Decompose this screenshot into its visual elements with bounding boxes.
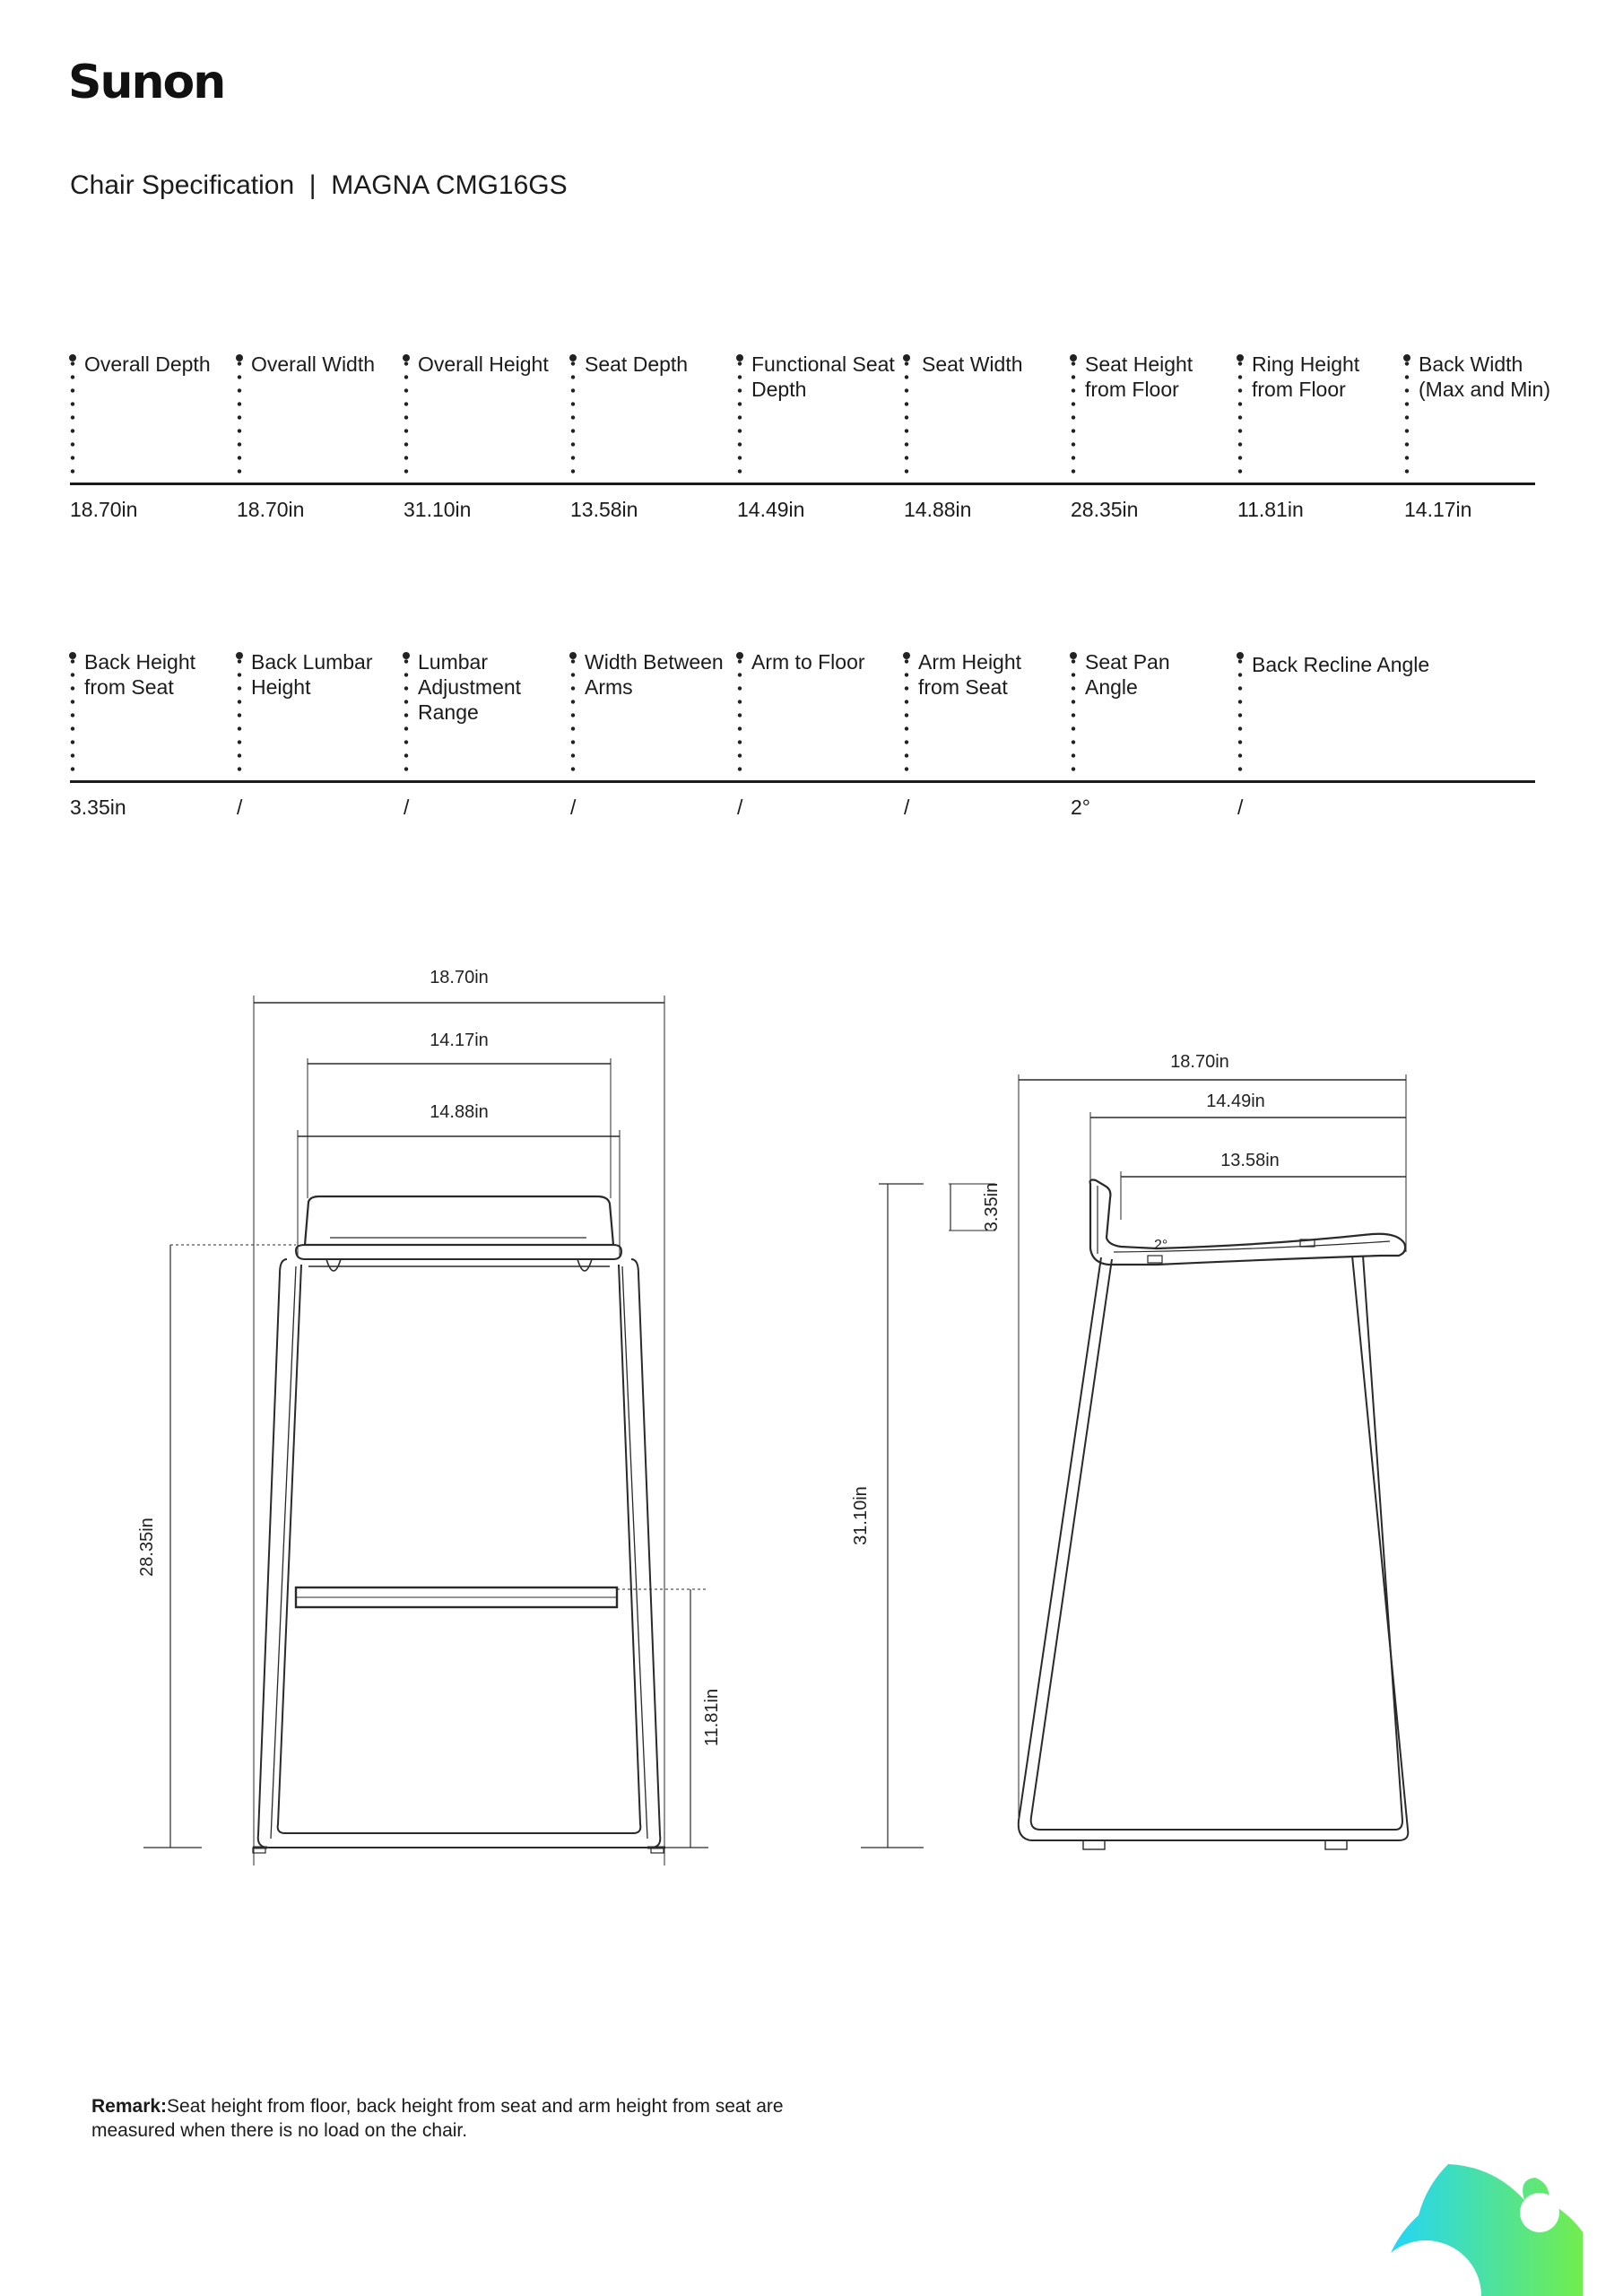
dotted-leader-icon — [737, 357, 742, 474]
dim-seat-depth: 13.58in — [1220, 1151, 1280, 1170]
dim-overall-depth: 18.70in — [1170, 1052, 1229, 1072]
dotted-leader-icon — [570, 655, 576, 771]
spec-value: 11.81in — [1237, 498, 1304, 521]
dotted-leader-icon — [904, 357, 909, 474]
spec-label: Back Width (Max and Min) — [1419, 352, 1550, 401]
dim-back-height: 3.35in — [982, 1182, 1002, 1232]
spec-table-row-2 — [70, 649, 1535, 837]
dim-functional-seat-depth: 14.49in — [1206, 1091, 1265, 1111]
dim-seat-height: 28.35in — [137, 1518, 157, 1577]
dotted-leader-icon — [70, 357, 75, 474]
dotted-leader-icon — [404, 357, 409, 474]
spec-label: Seat Width — [922, 352, 1023, 376]
spec-table-row-1 — [70, 352, 1550, 539]
spec-label: Lumbar Adjustment Range — [418, 650, 522, 724]
spec-label: Back Lumbar Height — [251, 650, 373, 699]
spec-value: / — [404, 796, 410, 819]
spec-value: 2° — [1071, 796, 1090, 819]
dotted-leader-icon — [1237, 357, 1243, 474]
spec-label: Seat Pan Angle — [1085, 650, 1170, 699]
spec-value: / — [1237, 796, 1244, 819]
spec-label: Overall Depth — [84, 352, 211, 376]
chair-technical-drawing — [0, 951, 1623, 1901]
spec-value: 28.35in — [1071, 498, 1139, 521]
spec-value: / — [237, 796, 243, 819]
dim-ring-height: 11.81in — [702, 1688, 722, 1747]
spec-label: Back Height from Seat — [84, 650, 196, 699]
spec-value: 13.58in — [570, 498, 638, 521]
dim-back-width: 14.17in — [430, 1031, 489, 1050]
spec-label: Seat Depth — [585, 352, 689, 376]
dim-seat-angle: 2° — [1154, 1238, 1168, 1253]
dotted-leader-icon — [1404, 357, 1410, 474]
spec-value: 14.49in — [737, 498, 805, 521]
spec-label: Seat Height from Floor — [1085, 352, 1193, 401]
dotted-leader-icon — [904, 655, 909, 771]
spec-value: 31.10in — [404, 498, 472, 521]
remark-text: Seat height from floor, back height from seat and arm height from seat are measured when there is no load on the chair. — [91, 2096, 784, 2141]
dotted-leader-icon — [237, 655, 242, 771]
spec-label: Overall Width — [251, 352, 376, 376]
dotted-leader-icon — [1237, 655, 1243, 771]
spec-value: / — [737, 796, 743, 819]
dim-overall-width: 18.70in — [430, 968, 489, 987]
dotted-leader-icon — [570, 357, 576, 474]
spec-label: Functional Seat Depth — [751, 352, 895, 401]
spec-value: 3.35in — [70, 796, 126, 819]
dotted-leader-icon — [1071, 357, 1076, 474]
spec-value: 14.88in — [904, 498, 972, 521]
spec-value: 14.17in — [1404, 498, 1472, 521]
sunon-logo: Sunon — [68, 56, 225, 109]
spec-label: Overall Height — [418, 352, 549, 376]
dim-seat-width: 14.88in — [430, 1102, 489, 1122]
spec-value: 18.70in — [70, 498, 138, 521]
remark-note — [91, 2094, 827, 2143]
dotted-leader-icon — [404, 655, 409, 771]
spec-label: Back Recline Angle — [1252, 653, 1430, 676]
remark-label: Remark: — [91, 2096, 168, 2117]
dotted-leader-icon — [237, 357, 242, 474]
spec-label: Arm Height from Seat — [918, 650, 1022, 699]
page-title: Chair Specification | MAGNA CMG16GS — [70, 170, 568, 200]
spec-value: / — [570, 796, 577, 819]
spec-label: Width Between Arms — [585, 650, 724, 699]
dotted-leader-icon — [737, 655, 742, 771]
side-view — [851, 1052, 1408, 1849]
spec-value: 18.70in — [237, 498, 305, 521]
dotted-leader-icon — [70, 655, 75, 771]
front-view — [137, 968, 722, 1866]
dim-overall-height: 31.10in — [851, 1486, 871, 1545]
brand-ring-icon — [1305, 2148, 1583, 2296]
spec-label: Ring Height from Floor — [1252, 352, 1360, 401]
dotted-leader-icon — [1071, 655, 1076, 771]
spec-value: / — [904, 796, 910, 819]
spec-label: Arm to Floor — [751, 650, 865, 674]
